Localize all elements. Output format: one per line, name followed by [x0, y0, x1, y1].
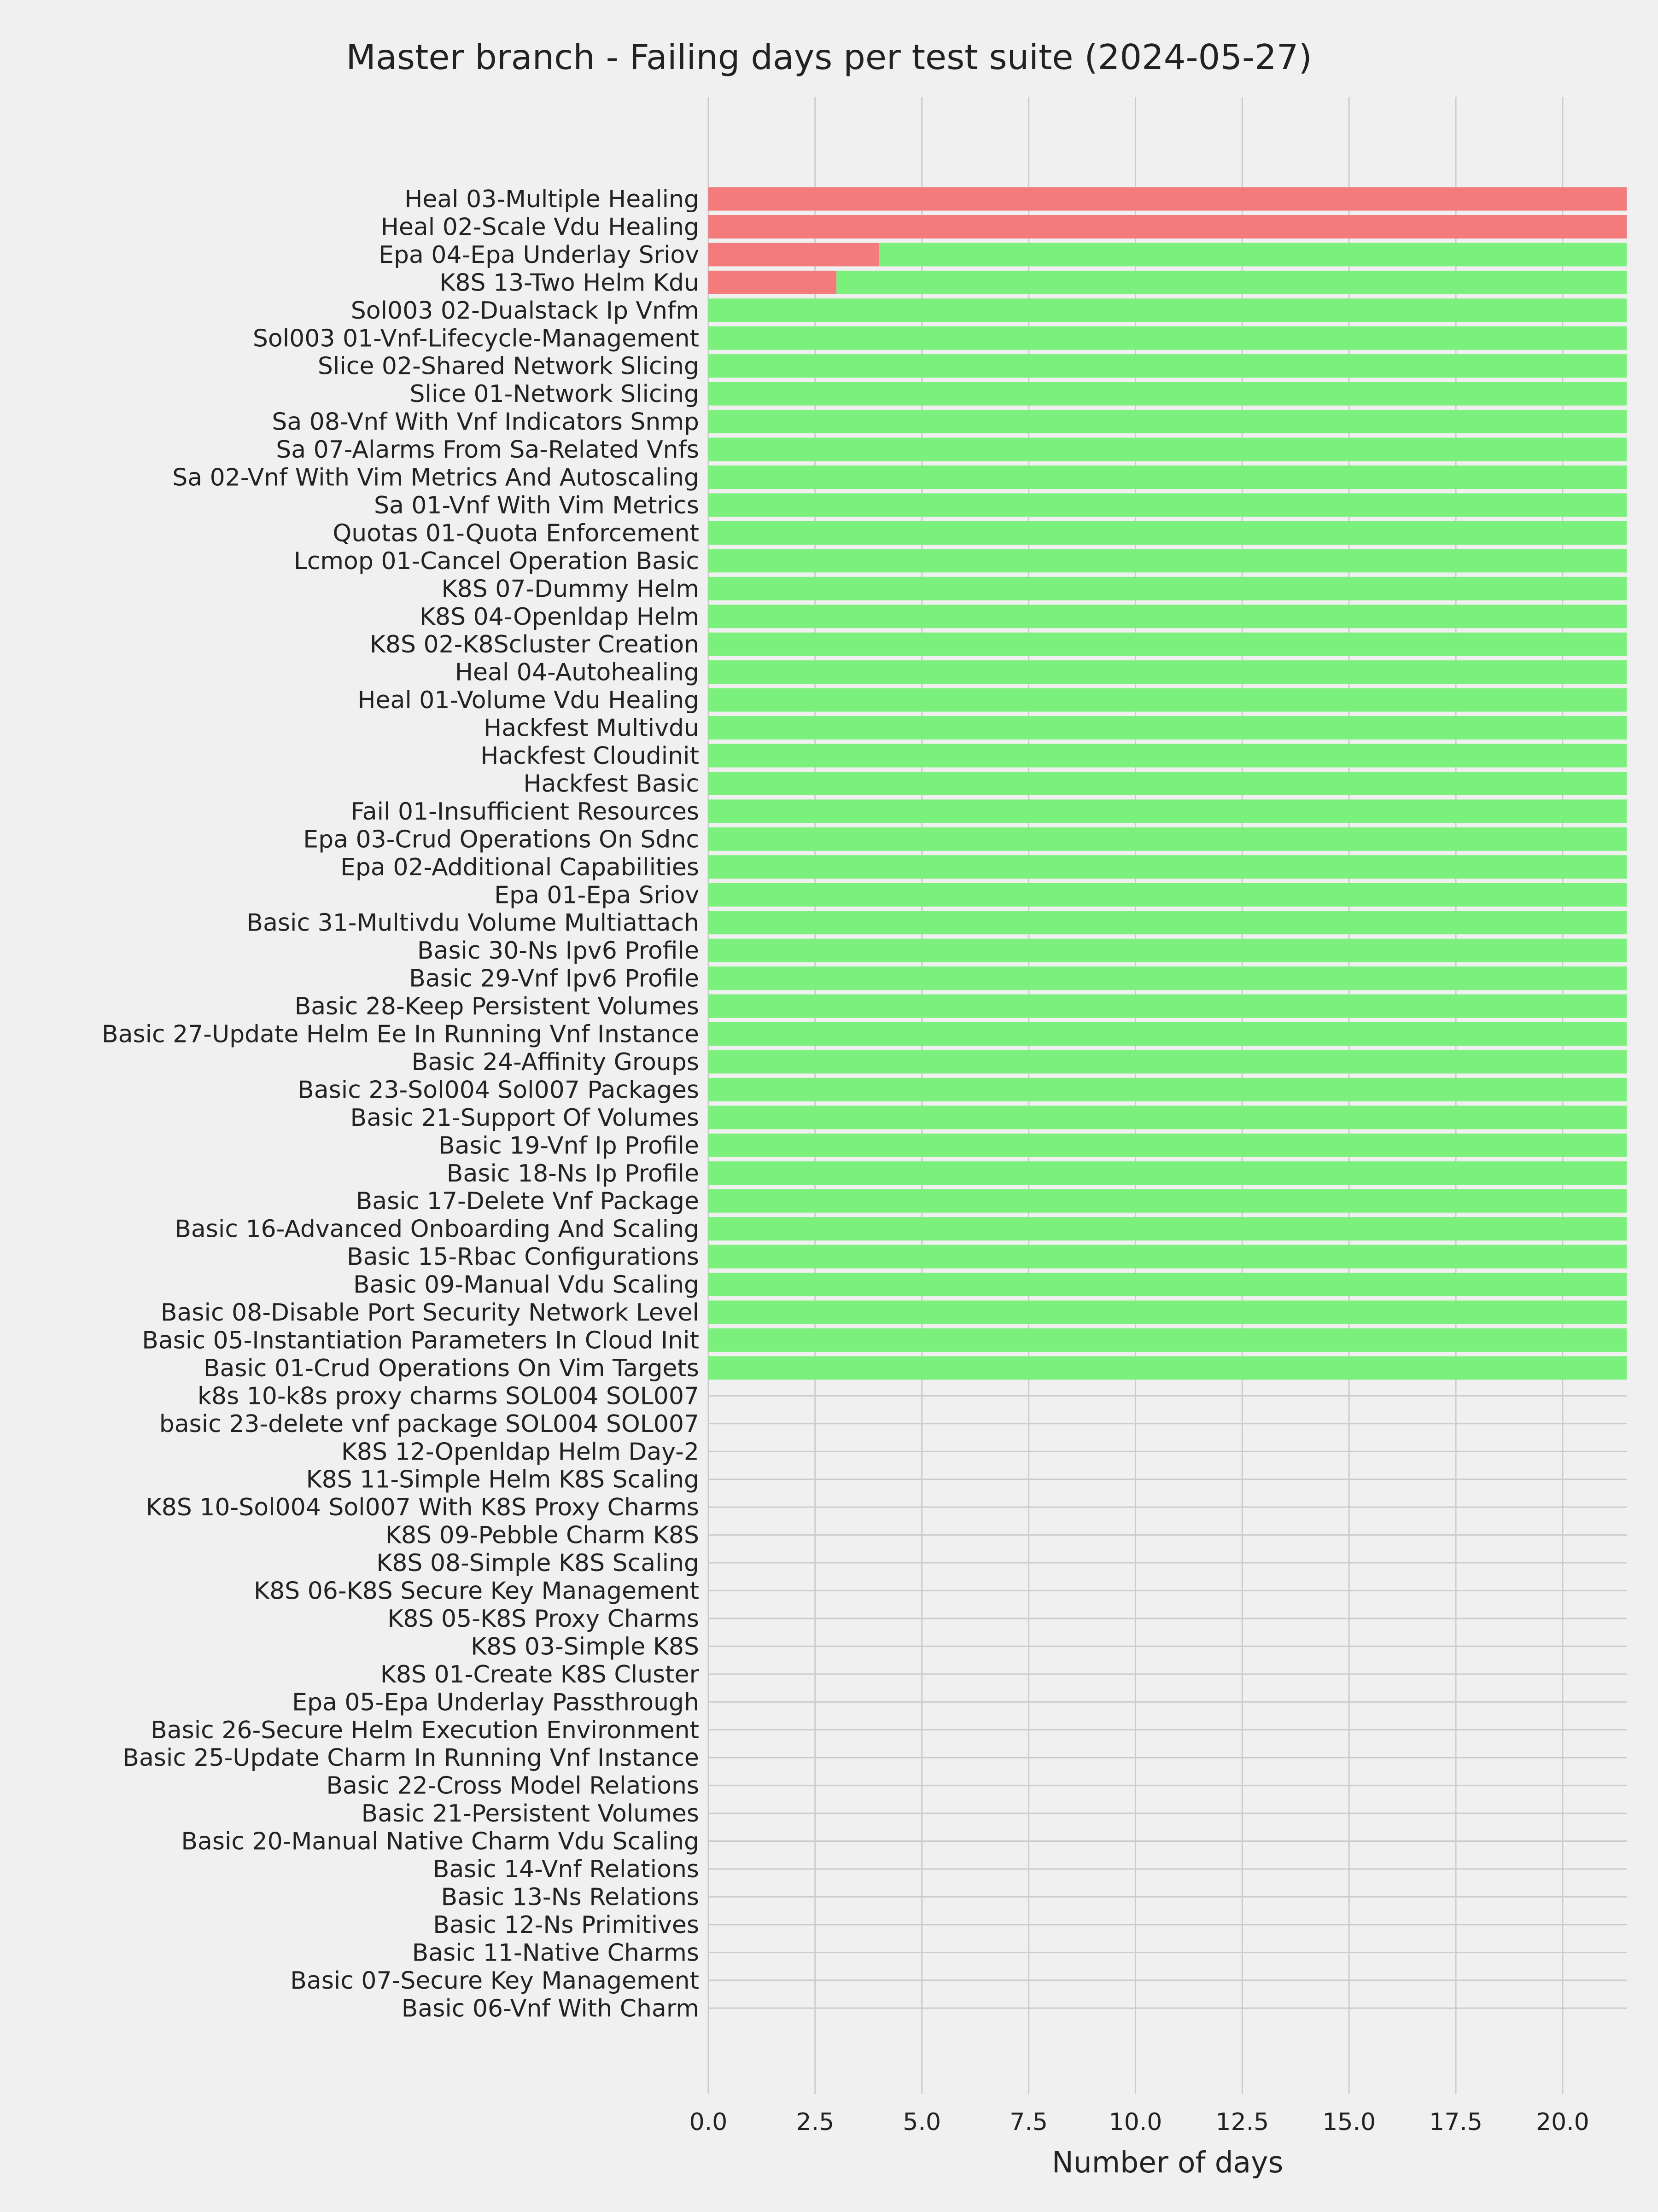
x-tick-label: 15.0	[1322, 2108, 1376, 2136]
y-tick-label: Epa 03-Crud Operations On Sdnc	[303, 826, 699, 854]
x-tick-label: 12.5	[1215, 2108, 1269, 2136]
y-tick-label: Sa 02-Vnf With Vim Metrics And Autoscaling	[172, 464, 699, 492]
bar-pass	[708, 966, 1627, 990]
y-tick-label: Basic 17-Delete Vnf Package	[356, 1187, 699, 1216]
y-tick-label: K8S 03-Simple K8S	[471, 1633, 699, 1661]
y-tick-label: Epa 02-Additional Capabilities	[340, 853, 699, 881]
bar-pass	[708, 827, 1627, 851]
x-tick-label: 17.5	[1429, 2108, 1483, 2136]
y-tick-label: Basic 28-Keep Persistent Volumes	[294, 993, 699, 1021]
x-tick-label: 0.0	[689, 2108, 728, 2136]
y-tick-label: Hackfest Cloudinit	[480, 742, 699, 770]
bar-pass	[708, 493, 1627, 517]
y-tick-label: Basic 08-Disable Port Security Network Level	[160, 1299, 699, 1327]
bar-pass	[708, 911, 1627, 934]
bar-pass	[879, 243, 1627, 266]
y-tick-label: Sa 07-Alarms From Sa-Related Vnfs	[276, 436, 699, 464]
y-tick-label: Sol003 02-Dualstack Ip Vnfm	[350, 297, 699, 325]
y-tick-label: Basic 29-Vnf Ipv6 Profile	[409, 965, 699, 993]
bar-pass	[708, 1273, 1627, 1296]
bar-pass	[708, 1217, 1627, 1240]
y-tick-label: K8S 12-Openldap Helm Day-2	[341, 1438, 699, 1466]
bar-pass	[708, 1022, 1627, 1046]
y-tick-label: Basic 16-Advanced Onboarding And Scaling	[175, 1215, 699, 1243]
bar-pass	[708, 1189, 1627, 1213]
x-tick-label: 7.5	[1010, 2108, 1048, 2136]
x-tick-label: 10.0	[1109, 2108, 1162, 2136]
bar-pass	[708, 1245, 1627, 1269]
bar-pass	[708, 1106, 1627, 1129]
y-tick-label: Basic 27-Update Helm Ee In Running Vnf Instance	[101, 1020, 699, 1048]
y-tick-label: Fail 01-Insufficient Resources	[350, 797, 699, 826]
y-tick-label: Basic 09-Manual Vdu Scaling	[353, 1271, 699, 1299]
bar-pass	[708, 354, 1627, 378]
y-tick-label: Basic 23-Sol004 Sol007 Packages	[298, 1076, 699, 1104]
y-tick-label: K8S 05-K8S Proxy Charms	[387, 1605, 699, 1633]
y-tick-label: Basic 25-Update Charm In Running Vnf Instance	[123, 1744, 699, 1772]
y-tick-label: K8S 04-Openldap Helm	[419, 603, 699, 631]
bar-pass	[708, 744, 1627, 768]
y-tick-label: Hackfest Multivdu	[484, 714, 699, 742]
y-tick-label: Sa 08-Vnf With Vnf Indicators Snmp	[272, 408, 699, 436]
bar-pass	[708, 410, 1627, 433]
bar-pass	[708, 1050, 1627, 1073]
y-tick-label: Epa 05-Epa Underlay Passthrough	[292, 1688, 699, 1717]
x-axis-label: Number of days	[1051, 2146, 1284, 2179]
y-tick-label: Basic 13-Ns Relations	[441, 1883, 699, 1911]
chart-title: Master branch - Failing days per test suite (2024-05-27)	[346, 37, 1312, 77]
bar-pass	[836, 271, 1627, 294]
y-tick-label: Lcmop 01-Cancel Operation Basic	[293, 547, 699, 575]
bar-pass	[708, 799, 1627, 823]
y-tick-label: Basic 06-Vnf With Charm	[401, 1995, 699, 2023]
bar-pass	[708, 466, 1627, 489]
y-tick-label: Basic 22-Cross Model Relations	[326, 1772, 699, 1800]
y-tick-label: Basic 19-Vnf Ip Profile	[438, 1132, 699, 1160]
y-tick-label: Basic 26-Secure Helm Execution Environment	[151, 1716, 699, 1744]
y-tick-label: Basic 05-Instantiation Parameters In Cloud Init	[142, 1327, 699, 1355]
bar-pass	[708, 883, 1627, 907]
y-tick-label: Hackfest Basic	[523, 770, 699, 798]
y-tick-label: K8S 06-K8S Secure Key Management	[253, 1577, 699, 1605]
y-tick-label: Epa 04-Epa Underlay Sriov	[379, 241, 699, 269]
bar-pass	[708, 1328, 1627, 1352]
y-tick-label: Slice 01-Network Slicing	[409, 380, 699, 408]
y-tick-label: Basic 18-Ns Ip Profile	[446, 1159, 699, 1187]
y-tick-label: Basic 21-Support Of Volumes	[350, 1104, 699, 1132]
y-tick-label: Basic 20-Manual Native Charm Vdu Scaling	[181, 1828, 699, 1856]
bar-pass	[708, 549, 1627, 572]
bar-pass	[708, 939, 1627, 962]
y-tick-label: Slice 02-Shared Network Slicing	[317, 352, 699, 380]
bar-pass	[708, 605, 1627, 628]
bar-pass	[708, 1356, 1627, 1380]
bar-pass	[708, 326, 1627, 350]
y-tick-label: Basic 11-Native Charms	[412, 1939, 699, 1967]
bar-fail	[708, 215, 1627, 239]
y-tick-label: basic 23-delete vnf package SOL004 SOL007	[159, 1410, 699, 1438]
bar-pass	[708, 855, 1627, 879]
y-tick-label: K8S 11-Simple Helm K8S Scaling	[306, 1466, 699, 1494]
bar-pass	[708, 660, 1627, 684]
y-tick-label: Heal 02-Scale Vdu Healing	[380, 213, 699, 241]
y-tick-label: Basic 12-Ns Primitives	[433, 1911, 699, 1939]
y-tick-label: Basic 07-Secure Key Management	[290, 1967, 699, 1995]
bar-pass	[708, 688, 1627, 712]
bar-pass	[708, 577, 1627, 600]
y-tick-label: Basic 21-Persistent Volumes	[361, 1800, 699, 1828]
bar-pass	[708, 633, 1627, 656]
y-tick-label: Heal 04-Autohealing	[455, 658, 699, 687]
bar-pass	[708, 772, 1627, 795]
y-tick-label: Sa 01-Vnf With Vim Metrics	[374, 491, 699, 519]
bar-pass	[708, 995, 1627, 1018]
bar-pass	[708, 716, 1627, 739]
y-tick-label: K8S 07-Dummy Helm	[441, 575, 699, 603]
y-tick-label: Epa 01-Epa Sriov	[494, 881, 699, 909]
y-tick-label: Basic 01-Crud Operations On Vim Targets	[203, 1354, 699, 1382]
bar-pass	[708, 438, 1627, 461]
y-tick-label: Heal 01-Volume Vdu Healing	[357, 687, 699, 715]
bar-fail	[708, 243, 879, 266]
y-tick-label: k8s 10-k8s proxy charms SOL004 SOL007	[197, 1382, 699, 1410]
y-tick-label: Basic 31-Multivdu Volume Multiattach	[246, 909, 699, 937]
bar-pass	[708, 1134, 1627, 1157]
y-tick-label: K8S 08-Simple K8S Scaling	[376, 1549, 699, 1578]
bar-pass	[708, 1078, 1627, 1101]
bar-pass	[708, 382, 1627, 406]
x-tick-label: 2.5	[796, 2108, 835, 2136]
bar-pass	[708, 1161, 1627, 1185]
y-tick-label: Heal 03-Multiple Healing	[404, 186, 699, 213]
bar-fail	[708, 271, 836, 294]
y-tick-label: K8S 02-K8Scluster Creation	[369, 631, 699, 659]
bar-fail	[708, 187, 1627, 211]
y-tick-label: Basic 30-Ns Ipv6 Profile	[417, 937, 699, 965]
y-tick-label: Sol003 01-Vnf-Lifecycle-Management	[252, 325, 699, 353]
bars	[708, 187, 1627, 1380]
bar-pass	[708, 1301, 1627, 1324]
y-tick-label: Basic 14-Vnf Relations	[432, 1856, 699, 1883]
y-tick-label: Quotas 01-Quota Enforcement	[333, 519, 699, 547]
y-tick-label: Basic 15-Rbac Configurations	[347, 1243, 699, 1271]
x-tick-labels	[689, 2108, 1589, 2136]
y-tick-label: K8S 10-Sol004 Sol007 With K8S Proxy Charms	[146, 1494, 699, 1522]
y-tick-label: K8S 09-Pebble Charm K8S	[385, 1521, 699, 1549]
bar-pass	[708, 521, 1627, 545]
bar-pass	[708, 298, 1627, 322]
y-tick-label: K8S 01-Create K8S Cluster	[380, 1660, 699, 1688]
y-tick-label: K8S 13-Two Helm Kdu	[439, 269, 699, 297]
x-tick-label: 5.0	[903, 2108, 941, 2136]
x-tick-label: 20.0	[1535, 2108, 1589, 2136]
y-tick-label: Basic 24-Affinity Groups	[411, 1048, 699, 1076]
